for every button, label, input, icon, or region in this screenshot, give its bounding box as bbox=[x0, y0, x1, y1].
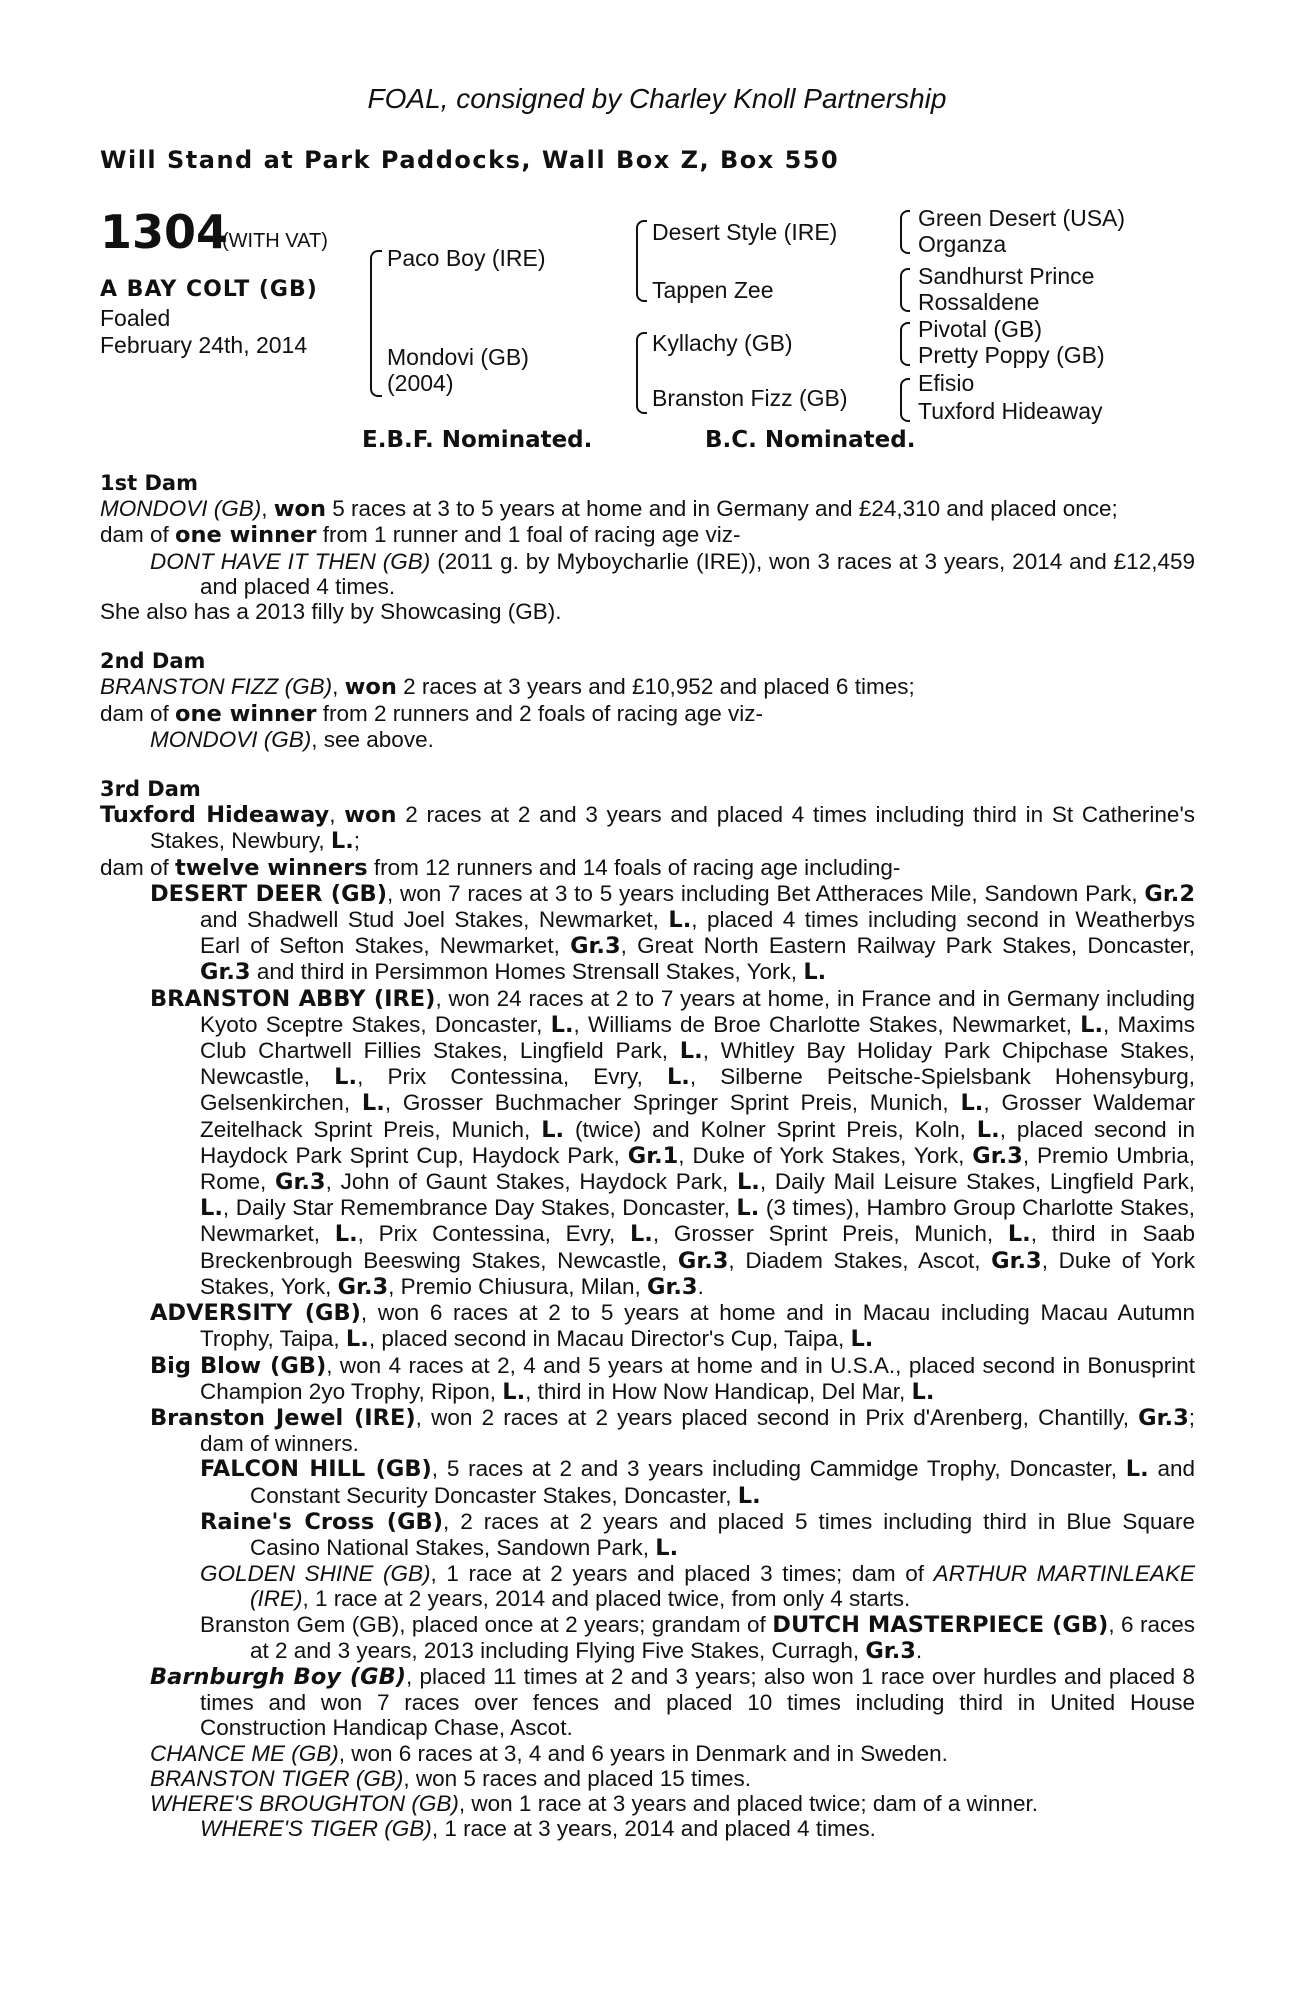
offspring-adversity: ADVERSITY (GB), won 6 races at 2 to 5 years at home and in Macau including Macau Autumn Trophy, Taipa, L., placed second in Macau Director's Cup, Taipa, L. bbox=[150, 1300, 1196, 1353]
pedigree-g4: Rossaldene bbox=[918, 289, 1040, 315]
first-dam-note: She also has a 2013 filly by Showcasing (GB). bbox=[100, 599, 562, 625]
brace-dam-parents bbox=[636, 332, 647, 414]
horse-name: MONDOVI (GB) bbox=[100, 496, 262, 522]
stand-location: Will Stand at Park Paddocks, Wall Box Z, Box 550 bbox=[100, 146, 840, 174]
horse-name: Barnburgh Boy (GB) bbox=[150, 1663, 406, 1690]
first-dam-heading: 1st Dam bbox=[100, 471, 198, 495]
pedigree-g8: Tuxford Hideaway bbox=[918, 398, 1103, 424]
offspring-big-blow: Big Blow (GB), won 4 races at 2, 4 and 5 years at home and in U.S.A., placed second in Bonusprint Champion 2yo Trophy, Ripon, L., third in How Now Handicap, Del Mar, L. bbox=[150, 1352, 1195, 1405]
pedigree-g1: Green Desert (USA) bbox=[918, 205, 1126, 231]
offspring-falcon-hill: FALCON HILL (GB), 5 races at 2 and 3 years including Cammidge Trophy, Doncaster, L. and Constant Security Doncaster Stakes, Doncaster, L. bbox=[200, 1456, 1195, 1509]
pedigree-sire: Paco Boy (IRE) bbox=[387, 245, 546, 271]
consignor-line: FOAL, consigned by Charley Knoll Partnership bbox=[367, 83, 947, 114]
brace-sire-parents bbox=[636, 220, 647, 302]
third-dam-produce: dam of twelve winners from 12 runners and 14 foals of racing age including- bbox=[100, 854, 901, 881]
horse-name: DESERT DEER (GB) bbox=[150, 880, 387, 907]
brace-g4 bbox=[900, 378, 910, 422]
horse-name: BRANSTON TIGER (GB) bbox=[150, 1765, 404, 1791]
offspring-branston-abby: BRANSTON ABBY (IRE), won 24 races at 2 to 7 years at home, in France and in Germany including Kyoto Sceptre Stakes, Doncaster, L., Williams de Broe Charlotte Stakes, Newmarket, L., Maxims Club Chartwell Fillies Stakes, Lingfield Park, L., Whitley Bay Holiday Park Chipchase Stakes, Newcastle, L., Prix Contessina, Evry, L., Silberne Peitsche-Spielsbank Hohensyburg, Gelsenkirchen, L., Grosser Buchmacher Springer Sprint Preis, Munich, L., Grosser Waldemar Zeitelhack Sprint Preis, Munich, L. (twice) and Kolner Sprint Preis, Koln, L., placed second in Haydock Park Sprint Cup, Haydock Park, Gr.1, Duke of York Stakes, York, Gr.3, Premio Umbria, Rome, Gr.3, John of Gaunt Stakes, Haydock Park, L., Daily Mail Leisure Stakes, Lingfield Park, L., Daily Star Remembrance Day Stakes, Doncaster, L. (3 times), Hambro Group Charlotte Stakes, Newmarket, L., Prix Contessina, Evry, L., Grosser Sprint Preis, Munich, L., third in Saab Breckenbrough Beeswing Stakes, Newcastle, Gr.3, Diadem Stakes, Ascot, Gr.3, Duke of York Stakes, York, Gr.3, Premio Chiusura, Milan, Gr.3. bbox=[150, 985, 1195, 1300]
horse-name: BRANSTON FIZZ (GB) bbox=[100, 674, 333, 700]
horse-name: CHANCE ME (GB) bbox=[150, 1740, 339, 1766]
first-dam-produce: dam of one winner from 1 runner and 1 foal of racing age viz- bbox=[100, 522, 741, 549]
foaled-date: February 24th, 2014 bbox=[100, 332, 308, 358]
pedigree-dam: Mondovi (GB) bbox=[387, 344, 529, 370]
second-dam-heading: 2nd Dam bbox=[100, 649, 206, 674]
horse-name: DONT HAVE IT THEN (GB) bbox=[150, 548, 431, 574]
offspring-wheres-broughton: WHERE'S BROUGHTON (GB), won 1 race at 3 years and placed twice; dam of a winner. bbox=[150, 1790, 1038, 1816]
first-dam-offspring: DONT HAVE IT THEN (GB) (2011 g. by Myboycharlie (IRE)), won 3 races at 3 years, 2014 and £12,459 and placed 4 times. bbox=[150, 548, 1195, 599]
foaled-label: Foaled bbox=[100, 305, 171, 331]
vat-note: (WITH VAT) bbox=[222, 230, 328, 252]
third-dam-heading: 3rd Dam bbox=[100, 777, 201, 802]
catalogue-body bbox=[100, 471, 1195, 1841]
ebf-nominated: E.B.F. Nominated. bbox=[362, 427, 593, 453]
bc-nominated: B.C. Nominated. bbox=[705, 427, 916, 453]
first-dam-section bbox=[100, 471, 1195, 624]
third-dam-section bbox=[100, 777, 1195, 1841]
pedigree-g3: Sandhurst Prince bbox=[918, 263, 1095, 289]
second-dam-produce: dam of one winner from 2 runners and 2 foals of racing age viz- bbox=[100, 700, 763, 727]
pedigree-dam-sire: Kyllachy (GB) bbox=[652, 330, 793, 356]
lot-number: 1304 bbox=[100, 205, 229, 259]
offspring-branston-jewel: Branston Jewel (IRE), won 2 races at 2 years placed second in Prix d'Arenberg, Chantilly, Gr.3; dam of winners. bbox=[150, 1404, 1195, 1457]
brace-sire-dam bbox=[370, 250, 382, 397]
pedigree-dam-dam: Branston Fizz (GB) bbox=[652, 385, 848, 411]
offspring-barnburgh-boy: Barnburgh Boy (GB), placed 11 times at 2 and 3 years; also won 1 race over hurdles and placed 8 times and won 7 races over fences and placed 10 times including third in United House Construction Handicap Chase, Ascot. bbox=[150, 1663, 1195, 1741]
horse-name: BRANSTON ABBY (IRE) bbox=[150, 985, 436, 1012]
pedigree-sire-sire: Desert Style (IRE) bbox=[652, 219, 838, 245]
offspring-branston-gem: Branston Gem (GB), placed once at 2 years; grandam of DUTCH MASTERPIECE (GB), 6 races at 2 and 3 years, 2013 including Flying Five Stakes, Curragh, Gr.3. bbox=[200, 1611, 1196, 1664]
pedigree-g7: Efisio bbox=[918, 370, 975, 396]
offspring-desert-deer: DESERT DEER (GB), won 7 races at 3 to 5 years including Bet Attheraces Mile, Sandown Park, Gr.2 and Shadwell Stud Joel Stakes, Newmarket, L., placed 4 times including second in Weatherbys Earl of Sefton Stakes, Newmarket, Gr.3, Great North Eastern Railway Park Stakes, Doncaster, Gr.3 and third in Persimmon Homes Strensall Stakes, York, L. bbox=[150, 880, 1195, 986]
horse-name: ADVERSITY (GB) bbox=[150, 1300, 361, 1327]
horse-name: Big Blow (GB) bbox=[150, 1352, 327, 1379]
offspring-raines-cross: Raine's Cross (GB), 2 races at 2 years and placed 5 times including third in Blue Square Casino National Stakes, Sandown Park, L. bbox=[200, 1508, 1195, 1561]
horse-name: MONDOVI (GB) bbox=[150, 726, 312, 752]
second-dam-record: BRANSTON FIZZ (GB), won 2 races at 3 years and £10,952 and placed 6 times; bbox=[100, 674, 915, 701]
horse-name: Branston Jewel (IRE) bbox=[150, 1404, 416, 1431]
pedigree-dam-year: (2004) bbox=[387, 370, 454, 396]
second-dam-offspring: MONDOVI (GB), see above. bbox=[150, 726, 434, 752]
second-dam-section bbox=[100, 649, 1195, 752]
offspring-chance-me: CHANCE ME (GB), won 6 races at 3, 4 and 6 years in Denmark and in Sweden. bbox=[150, 1740, 948, 1766]
pedigree-g5: Pivotal (GB) bbox=[918, 316, 1042, 342]
horse-name: WHERE'S BROUGHTON (GB) bbox=[150, 1790, 459, 1816]
brace-g3 bbox=[900, 322, 910, 366]
horse-name: GOLDEN SHINE (GB) bbox=[200, 1561, 431, 1587]
brace-g1 bbox=[900, 210, 910, 254]
pedigree-sire-dam: Tappen Zee bbox=[652, 277, 774, 303]
horse-name: FALCON HILL (GB) bbox=[200, 1456, 432, 1483]
horse-name: Raine's Cross (GB) bbox=[200, 1508, 443, 1535]
pedigree-g6: Pretty Poppy (GB) bbox=[918, 342, 1105, 368]
third-dam-record: Tuxford Hideaway, won 2 races at 2 and 3 years and placed 4 times including third in St Catherine's Stakes, Newbury, L.; bbox=[100, 802, 1195, 855]
brace-g2 bbox=[900, 268, 910, 312]
horse-name: Tuxford Hideaway bbox=[100, 802, 330, 829]
offspring-branston-tiger: BRANSTON TIGER (GB), won 5 races and placed 15 times. bbox=[150, 1765, 752, 1791]
offspring-wheres-tiger: WHERE'S TIGER (GB), 1 race at 3 years, 2014 and placed 4 times. bbox=[200, 1816, 876, 1842]
horse-name: WHERE'S TIGER (GB) bbox=[200, 1816, 432, 1842]
offspring-golden-shine: GOLDEN SHINE (GB), 1 race at 2 years and placed 3 times; dam of ARTHUR MARTINLEAKE (IRE), 1 race at 2 years, 2014 and placed twice, from only 4 starts. bbox=[200, 1561, 1195, 1612]
pedigree-g2: Organza bbox=[918, 231, 1007, 257]
lot-title: A BAY COLT (GB) bbox=[100, 277, 318, 302]
first-dam-record: MONDOVI (GB), won 5 races at 3 to 5 years at home and in Germany and £24,310 and placed once; bbox=[100, 496, 1118, 523]
